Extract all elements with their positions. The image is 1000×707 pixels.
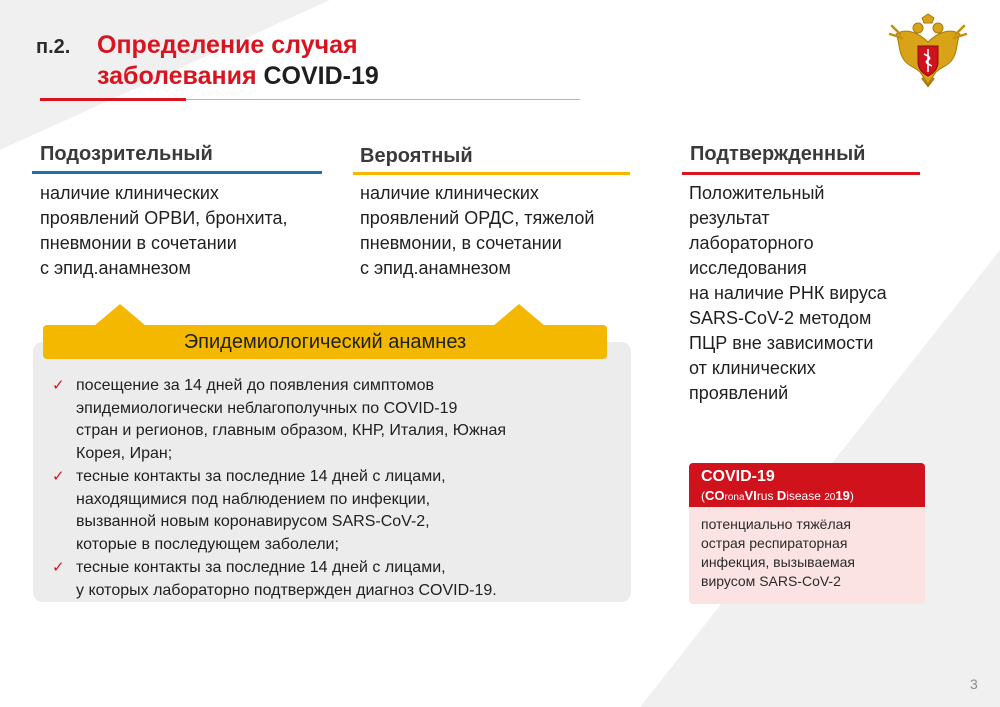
confirmed-text: Положительный результат лабораторного исследования на наличие РНК вируса SARS-CoV-2 методом ПЦР вне зависимости от клинических проявлений — [689, 183, 887, 403]
title-divider-accent — [40, 98, 186, 101]
title-line-2 — [97, 61, 379, 92]
title-line-2-red: заболевания — [97, 62, 264, 90]
epi-anamnesis-list — [52, 375, 612, 603]
list-item — [52, 557, 612, 602]
list-item — [52, 375, 612, 465]
acronym-part: isease — [786, 489, 825, 503]
covid-definition-card — [689, 463, 925, 604]
title-line-1: Определение случая — [97, 31, 358, 59]
acronym-part: ) — [849, 489, 854, 503]
acronym-part: 20 — [824, 492, 836, 503]
suspected-heading: Подозрительный — [40, 143, 213, 165]
covid-card-title: COVID-19 — [701, 468, 775, 485]
suspected-rule — [32, 171, 322, 174]
probable-heading: Вероятный — [360, 145, 473, 167]
list-item-text: тесные контакты за последние 14 дней с лицами, у которых лабораторно подтвержден диагноз COVID-19. — [76, 559, 497, 599]
title-line-2-dark: COVID-19 — [263, 62, 379, 90]
list-item — [52, 466, 612, 556]
acronym-part: ( — [701, 489, 705, 503]
acronym-part: D — [776, 488, 787, 503]
epi-pointer-right — [493, 304, 545, 326]
acronym-part: 19 — [835, 488, 850, 503]
page-title — [97, 30, 379, 92]
covid-acronym-expansion — [701, 488, 854, 503]
acronym-part: VI — [744, 488, 757, 503]
double-headed-eagle-emblem-icon — [888, 12, 968, 92]
probable-text: наличие клинических проявлений ОРДС, тяжелой пневмонии, в сочетании с эпид.анамнезом — [360, 183, 595, 278]
section-number: п.2. — [36, 36, 71, 58]
acronym-part: CO — [705, 488, 725, 503]
checkmark-icon: ✓ — [52, 377, 65, 394]
checkmark-icon: ✓ — [52, 559, 65, 576]
page-number: 3 — [970, 676, 978, 692]
confirmed-heading: Подтвержденный — [690, 143, 866, 165]
checkmark-icon: ✓ — [52, 468, 65, 485]
confirmed-rule — [682, 172, 920, 175]
covid-card-description: потенциально тяжёлая острая респираторная инфекция, вызываемая вирусом SARS-CoV-2 — [701, 516, 856, 589]
probable-rule — [353, 172, 630, 175]
epi-pointer-left — [94, 304, 146, 326]
list-item-text: тесные контакты за последние 14 дней с лицами, находящимися под наблюдением по инфекции, вызванной новым коронавирусом SARS-CoV-2, которые в последующем заболели; — [76, 468, 446, 553]
list-item-text: посещение за 14 дней до появления симптомов эпидемиологически неблагополучных по COVID-19 стран и регионов, главным образом, КНР, Италия, Южная Корея, Иран; — [76, 377, 507, 462]
acronym-part: rus — [756, 489, 777, 503]
epi-anamnesis-title: Эпидемиологический анамнез — [43, 325, 607, 359]
acronym-part: rona — [724, 492, 745, 503]
suspected-text: наличие клинических проявлений ОРВИ, бронхита, пневмонии в сочетании с эпид.анамнезом — [40, 183, 288, 278]
